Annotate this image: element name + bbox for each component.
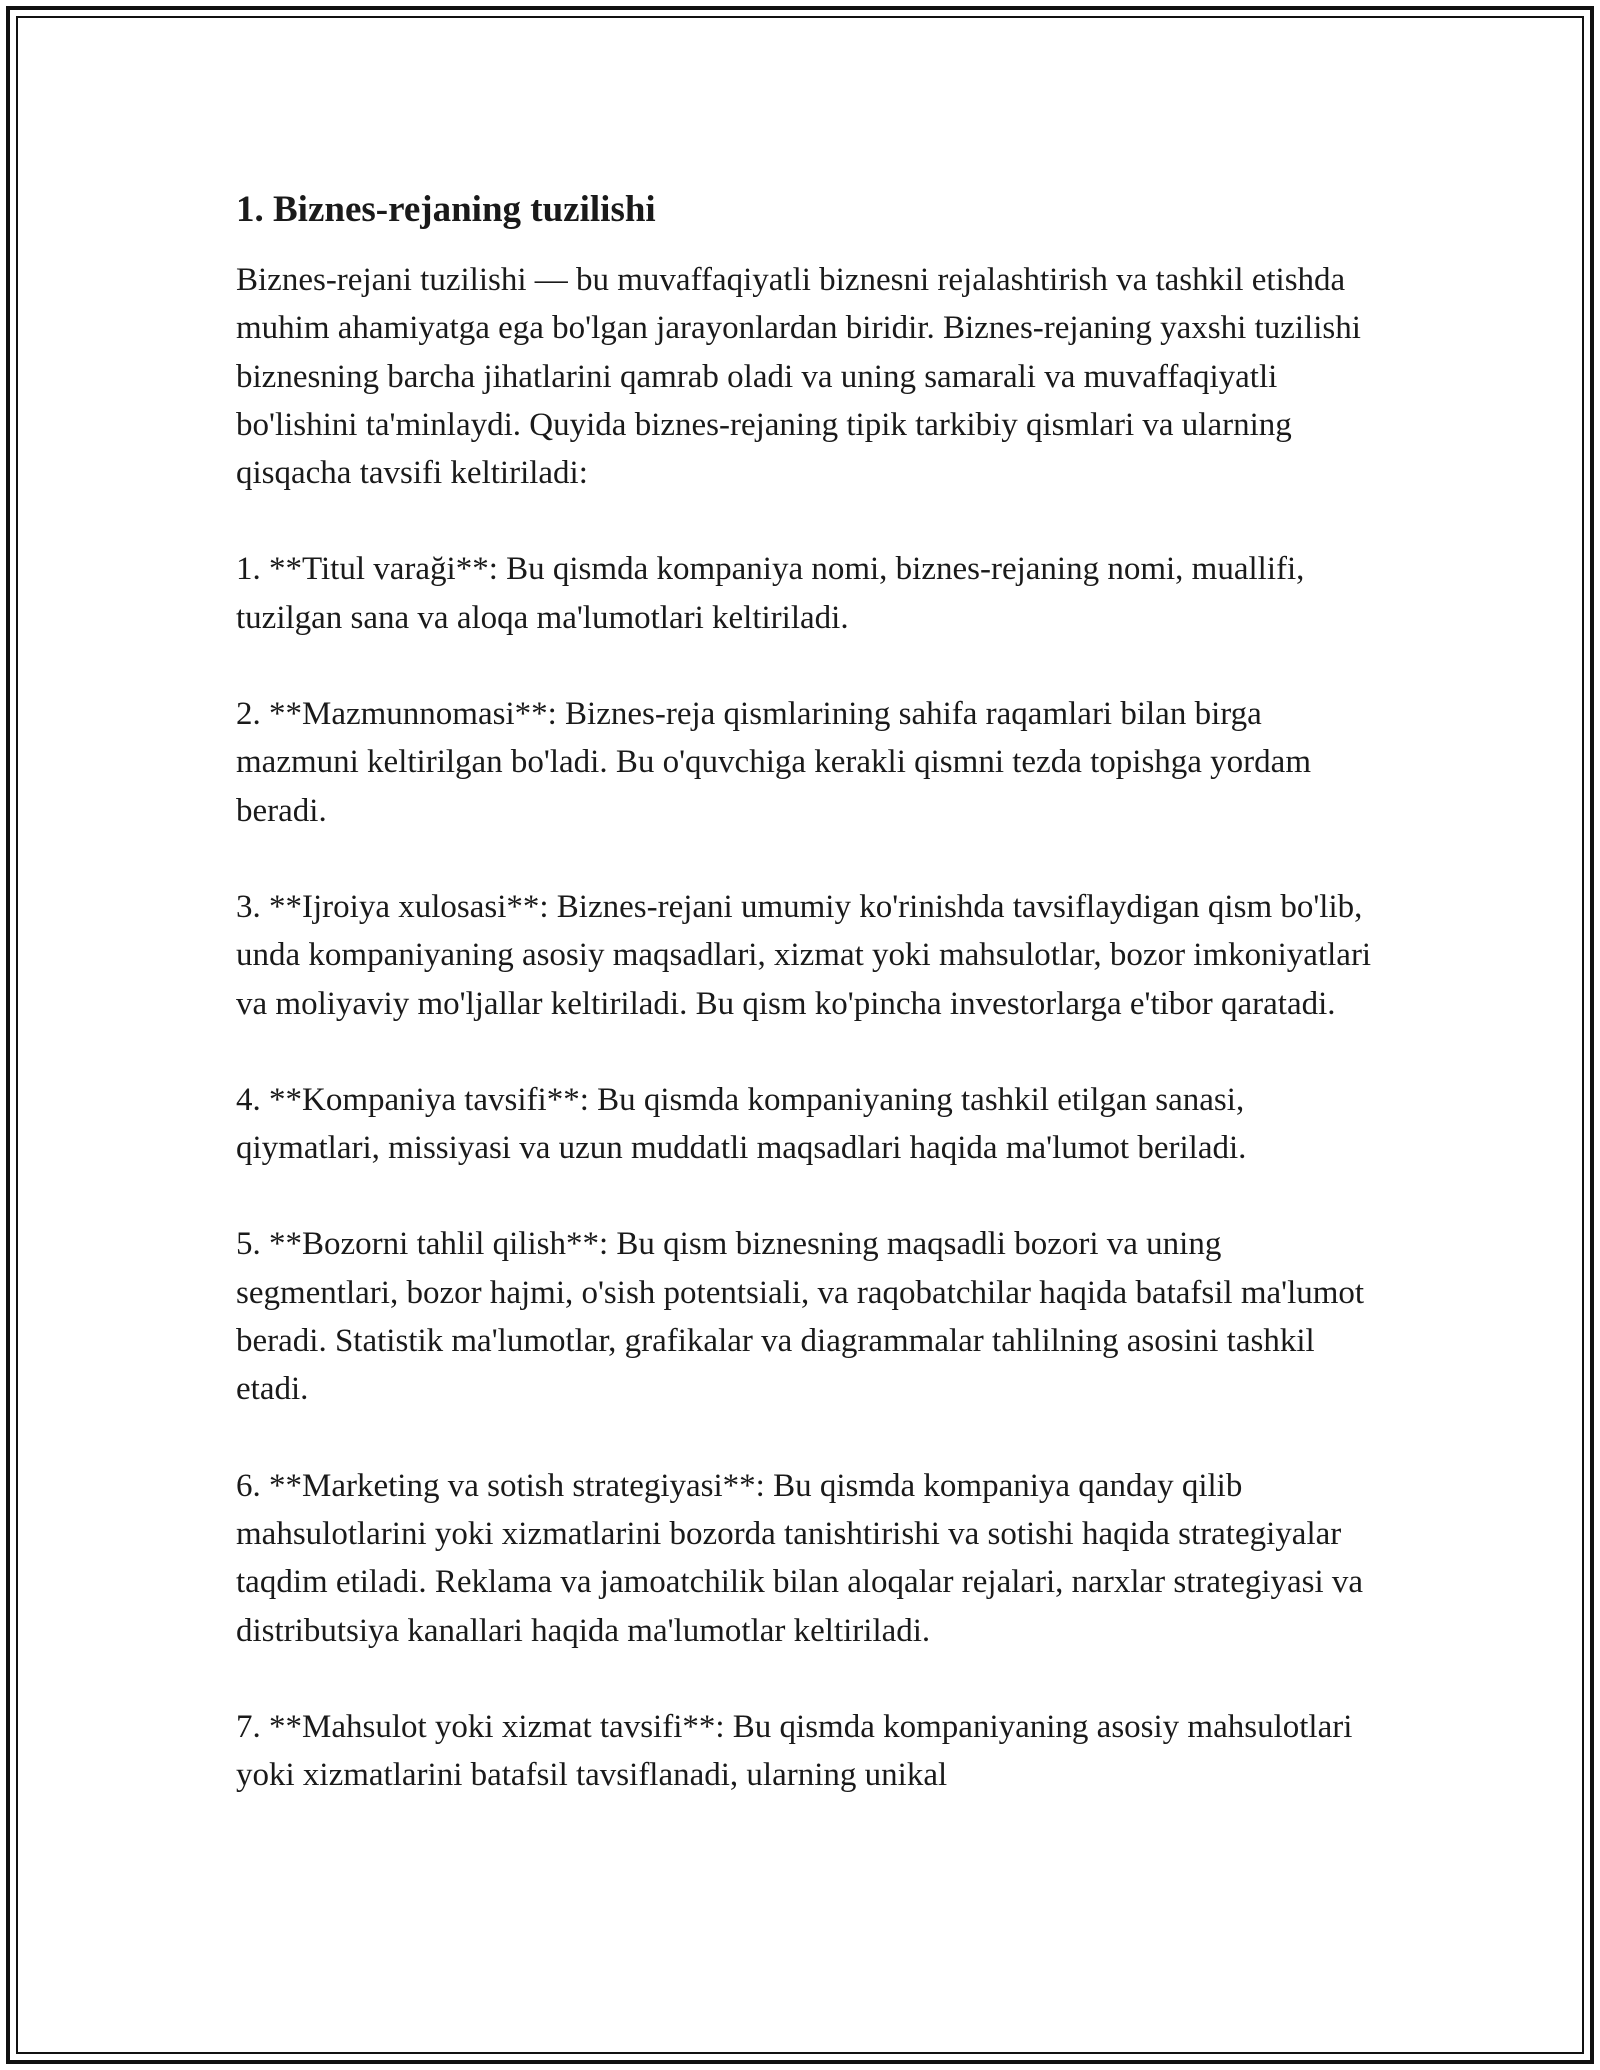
item-kompaniya-tavsifi: 4. **Kompaniya tavsifi**: Bu qismda kompaniyaning tashkil etilgan sanasi, qiymatlari, missiyasi va uzun muddatli maqsadlari haqida ma'lumot beriladi. bbox=[236, 1081, 1247, 1167]
item-bozorni-tahlil: 5. **Bozorni tahlil qilish**: Bu qism biznesning maqsadli bozori va uning segmentlari, bozor hajmi, o'sish potentsiali, va raqobatchilar haqida batafsil ma'lumot beradi. Statistik ma'lumotlar, grafikalar va diagrammalar tahlilning asosini tashkil etadi. bbox=[236, 1226, 1365, 1408]
section-heading: 1. Biznes-rejaning tuzilishi bbox=[236, 189, 656, 230]
item-mazmunnomasi: 2. **Mazmunnomasi**: Biznes-reja qismlarining sahifa raqamlari bilan birga mazmuni keltirilgan bo'ladi. Bu o'quvchiga kerakli qismni tezda topishga yordam beradi. bbox=[236, 696, 1311, 829]
intro-paragraph: Biznes-rejani tuzilishi — bu muvaffaqiyatli biznesni rejalashtirish va tashkil etishda muhim ahamiyatga ega bo'lgan jarayonlardan biridir. Biznes-rejaning yaxshi tuzilishi biznesning barcha jihatlarini qamrab oladi va uning samarali va muvaffaqiyatli bo'lishini ta'minlaydi. Quyida biznes-rejaning tipik tarkibiy qismlari va ularning qisqacha tavsifi keltiriladi: bbox=[236, 262, 1361, 492]
document-body bbox=[236, 186, 1376, 1847]
item-ijroiya-xulosasi: 3. **Ijroiya xulosasi**: Biznes-rejani umumiy ko'rinishda tavsiflaydigan qism bo'lib, unda kompaniyaning asosiy maqsadlari, xizmat yoki mahsulotlar, bozor imkoniyatlari va moliyaviy mo'ljallar keltiriladi. Bu qism ko'pincha investorlarga e'tibor qaratadi. bbox=[236, 888, 1372, 1022]
item-mahsulot-tavsifi: 7. **Mahsulot yoki xizmat tavsifi**: Bu qismda kompaniyaning asosiy mahsulotlari yoki xizmatlarini batafsil tavsiflanadi, ularning unikal bbox=[236, 1708, 1353, 1794]
item-titul-varagi: 1. **Titul varaği**: Bu qismda kompaniya nomi, biznes-rejaning nomi, muallifi, tuzilgan sana va aloqa ma'lumotlari keltiriladi. bbox=[236, 551, 1305, 636]
item-marketing-strategiyasi: 6. **Marketing va sotish strategiyasi**: Bu qismda kompaniya qanday qilib mahsulotlarini yoki xizmatlarini bozorda tanishtirishi va sotishi haqida strategiyalar taqdim etiladi. Reklama va jamoatchilik bilan aloqalar rejalari, narxlar strategiyasi va distributsiya kanallari haqida ma'lumotlar keltiriladi. bbox=[236, 1467, 1364, 1649]
